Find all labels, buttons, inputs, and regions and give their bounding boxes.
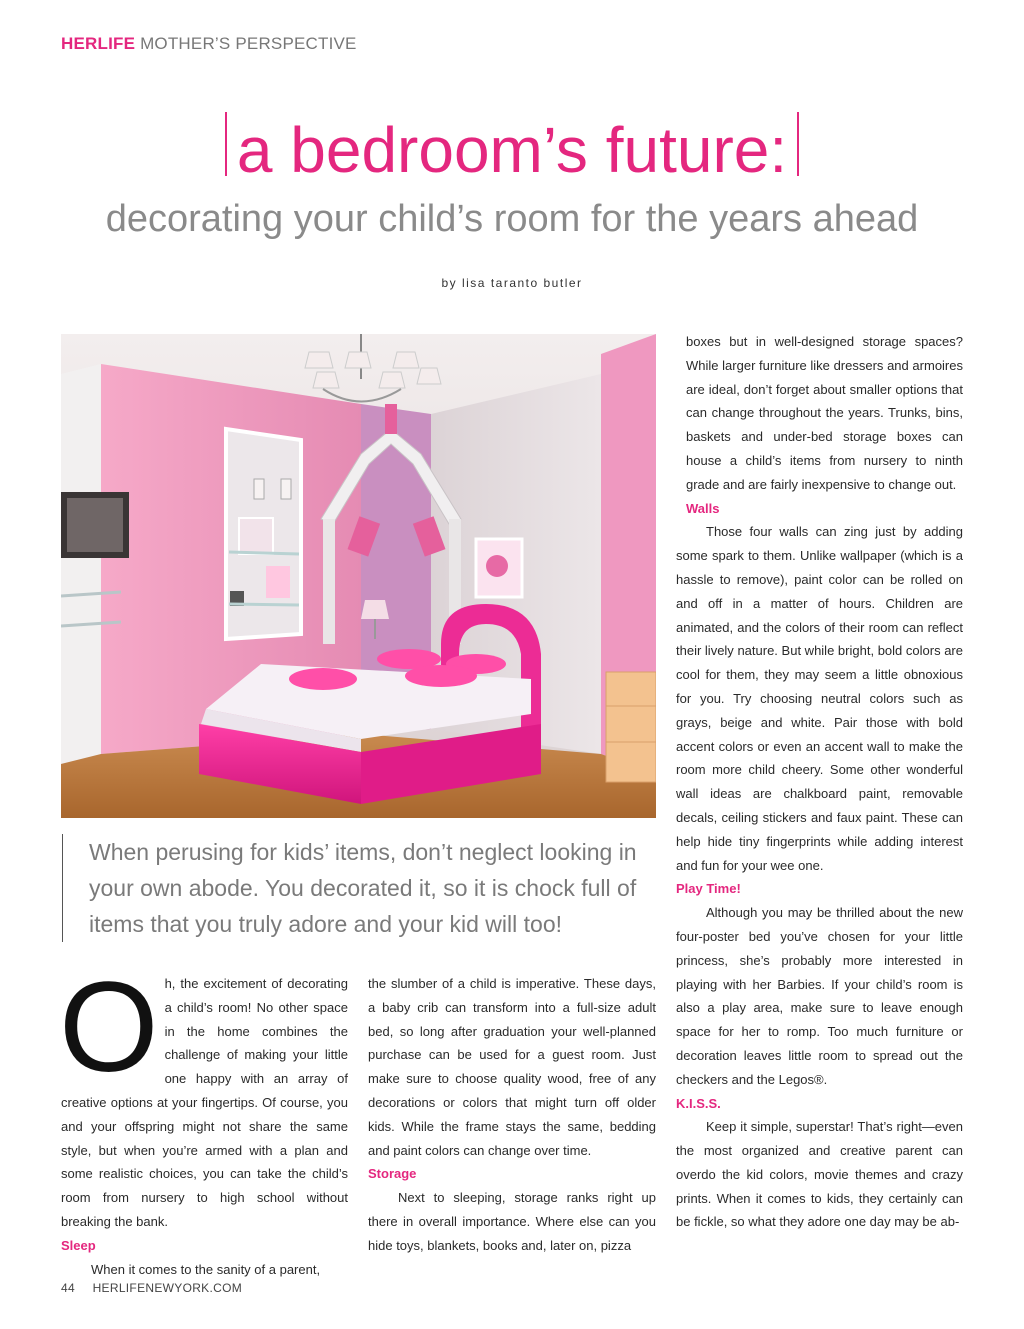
drop-cap: O — [59, 956, 159, 1099]
play-paragraph: Although you may be thrilled about the new four-poster bed you’ve chosen for your little princess, she’s probably more interested in playing with her Barbies. If your child’s room is also a play area, make sure to leave enough space for her to romp. Too much furniture or decoration leaves little room to spread out the checkers and the Legos®. — [676, 905, 963, 1087]
column-2 — [368, 972, 656, 1258]
sleep-paragraph: When it comes to the sanity of a parent, — [91, 1261, 321, 1277]
byline: by lisa taranto butler — [441, 276, 583, 290]
intro-text: h, the excitement of decorating a child’s room! No other space in the home combines the challenge of making your little one happy with an array of creative options at your fingertips. Of course, you and your offspring might not share the same style, but when you’re armed with a plan and some realistic choices, you can take the child’s room from nursery to high school without breaking the bank. — [61, 976, 348, 1229]
heading-kiss: K.I.S.S. — [676, 1095, 721, 1111]
title-bar-right — [797, 112, 799, 176]
section-label — [61, 34, 357, 54]
title-bar-left — [225, 112, 227, 176]
heading-storage: Storage — [368, 1166, 417, 1182]
page-footer — [61, 1281, 242, 1295]
article-subtitle: decorating your child’s room for the years ahead — [105, 198, 919, 240]
article-title — [0, 112, 1024, 187]
storage-paragraph: Next to sleeping, storage ranks right up there in overall importance. Where else can you hide toys, blankets, books and, later on, pizza — [368, 1190, 656, 1253]
walls-paragraph: Those four walls can zing just by adding some spark to them. Unlike wallpaper (which is a hassle to remove), paint color can be rolled on and off in a matter of hours. Children are animated, and the colors of their room can reflect their lively nature. But while bright, bold colors are cool for them, they may seem a little obnoxious for you. Try choosing neutral colors such as grays, beige and white. Pair those with bold accent colors or even an accent wall to make the room more child cheery. Some other wonderful wall ideas are chalkboard paint, removable decals, ceiling stickers and faux paint. These can help hide tiny fingerprints while adding interest and fun for your wee one. — [676, 524, 963, 873]
site-url: HERLIFENEWYORK.COM — [92, 1281, 243, 1295]
sleep-continued: the slumber of a child is imperative. These days, a baby crib can transform into a full-size adult bed, so long after graduation your well-planned purchase can be used for a guest room. Just make sure to choose quality wood, free of any decorations or colors that might turn off older kids. While the frame stays the same, bedding and paint colors can change over time. — [368, 976, 656, 1158]
section-name: MOTHER’S PERSPECTIVE — [140, 34, 357, 53]
column-3 — [676, 330, 963, 1234]
heading-sleep: Sleep — [61, 1237, 96, 1253]
column-1 — [59, 956, 348, 1281]
kiss-paragraph: Keep it simple, superstar! That’s right—even the most organized and creative parent can overdo the kid colors, movie themes and crazy prints. When it comes to kids, they certainly can be fickle, so what they adore one day may be ab- — [676, 1119, 963, 1230]
storage-continued: boxes but in well-designed storage spaces? While larger furniture like dressers and armoires are ideal, don’t forget about smaller options that can change throughout the years. Trunks, bins, baskets and under-bed storage boxes can house a child’s items from nursery to ninth grade and are fairly inexpensive to change out. — [686, 334, 963, 492]
title-text: a bedroom’s future: — [236, 114, 788, 186]
pull-quote: When perusing for kids’ items, don’t neglect looking in your own abode. You decorated it, so it is chock full of items that you truly adore and your kid will too! — [62, 834, 669, 942]
intro-paragraph — [59, 956, 348, 1234]
heading-walls: Walls — [686, 500, 720, 516]
heading-play-time: Play Time! — [676, 881, 741, 897]
bedroom-photo — [61, 334, 656, 818]
brand-name: HERLIFE — [61, 34, 136, 53]
page-number: 44 — [61, 1281, 75, 1295]
